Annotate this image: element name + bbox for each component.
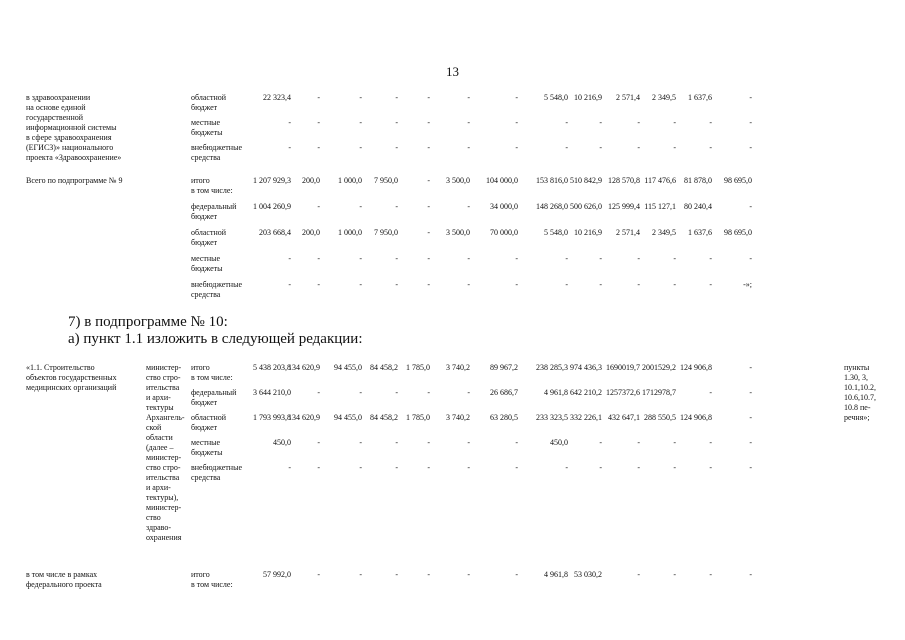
executor-line: (далее – (146, 443, 174, 452)
funding-source-label: в том числе: (191, 580, 233, 589)
funding-source-label: федеральный (191, 388, 237, 397)
amount-cell: - (427, 202, 430, 211)
amount-cell: - (288, 118, 291, 127)
amount-cell: 1 785,0 (406, 363, 430, 372)
amount-cell: 974 436,3 (570, 363, 602, 372)
amount-cell: 1 000,0 (338, 228, 362, 237)
amount-cell: - (599, 118, 602, 127)
amount-cell: - (709, 463, 712, 472)
amount-cell: 26 686,7 (490, 388, 518, 397)
amount-cell: 2 571,4 (616, 93, 640, 102)
amount-cell: - (395, 118, 398, 127)
executor-line: и архи- (146, 393, 171, 402)
row-label-line: в здравоохранении (26, 93, 91, 102)
amount-cell: - (427, 438, 430, 447)
amount-cell: - (395, 202, 398, 211)
row-label-line: в сфере здравоохранения (26, 133, 112, 142)
executor-line: ство стро- (146, 463, 181, 472)
amount-cell: 57 992,0 (263, 570, 291, 579)
funding-source-label: внебюджетные (191, 143, 242, 152)
row-label-line: на основе единой (26, 103, 86, 112)
amount-cell: 1690019,7 (606, 363, 640, 372)
executor-line: министер- (146, 503, 182, 512)
amount-cell: - (395, 143, 398, 152)
amount-cell: - (637, 254, 640, 263)
amount-cell: 124 906,8 (680, 413, 712, 422)
amount-cell: 148 268,0 (536, 202, 568, 211)
amount-cell: - (359, 570, 362, 579)
amount-cell: 124 906,8 (680, 363, 712, 372)
amount-cell: 80 240,4 (684, 202, 712, 211)
amount-cell: - (749, 388, 752, 397)
amount-cell: 233 323,5 (536, 413, 568, 422)
amount-cell: 84 458,2 (370, 363, 398, 372)
amount-cell: 2 571,4 (616, 228, 640, 237)
funding-source-label: итого (191, 176, 210, 185)
funding-source-label: бюджет (191, 238, 218, 247)
amount-cell: 5 438 203,8 (253, 363, 291, 372)
amount-cell: - (599, 463, 602, 472)
amount-cell: - (427, 388, 430, 397)
funding-source-label: бюджеты (191, 128, 223, 137)
amount-cell: 1 637,6 (688, 228, 712, 237)
amount-cell: 84 458,2 (370, 413, 398, 422)
amount-cell: - (359, 280, 362, 289)
note-line: пункты (844, 363, 870, 372)
amount-cell: - (395, 93, 398, 102)
section-subheading: а) пункт 1.1 изложить в следующей редакции: (68, 331, 363, 347)
amount-cell: 10 216,9 (574, 93, 602, 102)
executor-line: тектуры (146, 403, 174, 412)
amount-cell: 98 695,0 (724, 176, 752, 185)
amount-cell: 288 550,5 (644, 413, 676, 422)
note-line: 10.1,10.2, (844, 383, 876, 392)
amount-cell: 432 647,1 (608, 413, 640, 422)
fed-project-label-line: федерального проекта (26, 580, 102, 589)
amount-cell: 2 349,5 (652, 228, 676, 237)
amount-cell: - (317, 280, 320, 289)
amount-cell: 5 548,0 (544, 93, 568, 102)
funding-source-label: бюджет (191, 398, 218, 407)
funding-source-label: бюджеты (191, 264, 223, 273)
amount-cell: 1 207 929,3 (253, 176, 291, 185)
amount-cell: 4 961,8 (544, 388, 568, 397)
amount-cell: - (749, 570, 752, 579)
amount-cell: - (359, 463, 362, 472)
amount-cell: 510 842,9 (570, 176, 602, 185)
executor-line: министер- (146, 363, 182, 372)
amount-cell: 238 285,3 (536, 363, 568, 372)
amount-cell: - (317, 254, 320, 263)
amount-cell: 332 226,1 (570, 413, 602, 422)
amount-cell: - (599, 254, 602, 263)
amount-cell: - (515, 280, 518, 289)
executor-line: области (146, 433, 173, 442)
amount-cell: 134 620,9 (288, 363, 320, 372)
amount-cell: - (467, 118, 470, 127)
amount-cell: 94 455,0 (334, 413, 362, 422)
amount-cell: 104 000,0 (486, 176, 518, 185)
funding-source-label: местные (191, 438, 221, 447)
amount-cell: - (515, 254, 518, 263)
amount-cell: 34 000,0 (490, 202, 518, 211)
amount-cell: - (637, 438, 640, 447)
amount-cell: - (565, 280, 568, 289)
section-heading: 7) в подпрограмме № 10: (68, 314, 228, 330)
executor-line: министер- (146, 453, 182, 462)
amount-cell: - (709, 118, 712, 127)
amount-cell: - (395, 280, 398, 289)
amount-cell: 642 210,2 (570, 388, 602, 397)
funding-source-label: бюджеты (191, 448, 223, 457)
amount-cell: - (427, 118, 430, 127)
amount-cell: - (749, 143, 752, 152)
amount-cell: 1 793 993,8 (253, 413, 291, 422)
amount-cell: 1 000,0 (338, 176, 362, 185)
amount-cell: 200,0 (302, 176, 320, 185)
amount-cell: - (515, 143, 518, 152)
funding-source-label: итого (191, 570, 210, 579)
amount-cell: - (317, 388, 320, 397)
funding-source-label: средства (191, 153, 221, 162)
funding-source-label: в том числе: (191, 186, 233, 195)
amount-cell: - (709, 143, 712, 152)
funding-source-label: областной (191, 93, 227, 102)
amount-cell: - (395, 438, 398, 447)
amount-cell: 81 878,0 (684, 176, 712, 185)
amount-cell: 94 455,0 (334, 363, 362, 372)
amount-cell: 200,0 (302, 228, 320, 237)
amount-cell: - (467, 93, 470, 102)
amount-cell: - (673, 254, 676, 263)
amount-cell: - (288, 254, 291, 263)
amount-cell: 1257372,6 (606, 388, 640, 397)
amount-cell: 3 740,2 (446, 363, 470, 372)
amount-cell: 1 785,0 (406, 413, 430, 422)
amount-cell: - (673, 118, 676, 127)
amount-cell: - (467, 388, 470, 397)
executor-line: ство (146, 513, 161, 522)
amount-cell: - (467, 438, 470, 447)
funding-source-label: бюджет (191, 423, 218, 432)
amount-cell: - (395, 570, 398, 579)
note-line: 10.6,10.7, (844, 393, 876, 402)
executor-line: здраво- (146, 523, 172, 532)
amount-cell: - (359, 438, 362, 447)
funding-source-label: средства (191, 290, 221, 299)
funding-source-label: в том числе: (191, 373, 233, 382)
amount-cell: - (637, 143, 640, 152)
amount-cell: - (599, 438, 602, 447)
amount-cell: - (427, 280, 430, 289)
amount-cell: - (709, 570, 712, 579)
amount-cell: - (565, 143, 568, 152)
amount-cell: - (709, 388, 712, 397)
amount-cell: - (515, 570, 518, 579)
funding-source-label: внебюджетные (191, 463, 242, 472)
amount-cell: - (359, 143, 362, 152)
funding-source-label: областной (191, 413, 227, 422)
funding-source-label: областной (191, 228, 227, 237)
row-label-line: информационной системы (26, 123, 117, 132)
amount-cell: - (749, 254, 752, 263)
amount-cell: 2 349,5 (652, 93, 676, 102)
amount-cell: - (467, 254, 470, 263)
amount-cell: - (637, 463, 640, 472)
amount-cell: - (359, 254, 362, 263)
amount-cell: 450,0 (273, 438, 291, 447)
amount-cell: - (467, 463, 470, 472)
amount-cell: - (565, 463, 568, 472)
amount-cell: 5 548,0 (544, 228, 568, 237)
amount-cell: - (749, 363, 752, 372)
row-label-line: (ЕГИСЗ)» национального (26, 143, 114, 152)
amount-cell: - (749, 202, 752, 211)
amount-cell: - (673, 463, 676, 472)
amount-cell: - (749, 118, 752, 127)
amount-cell: - (317, 202, 320, 211)
funding-source-label: местные (191, 118, 221, 127)
amount-cell: 3 740,2 (446, 413, 470, 422)
funding-source-label: федеральный (191, 202, 237, 211)
amount-cell: - (427, 143, 430, 152)
amount-cell: - (637, 570, 640, 579)
executor-line: охранения (146, 533, 182, 542)
executor-line: ской (146, 423, 162, 432)
amount-cell: 450,0 (550, 438, 568, 447)
note-line: 1.30, 3, (844, 373, 868, 382)
amount-cell: - (709, 280, 712, 289)
amount-cell: - (467, 570, 470, 579)
amount-cell: - (317, 143, 320, 152)
amount-cell: - (427, 93, 430, 102)
note-line: 10.8 пе- (844, 403, 871, 412)
amount-cell: 7 950,0 (374, 176, 398, 185)
amount-cell: - (317, 93, 320, 102)
amount-cell: 63 280,5 (490, 413, 518, 422)
amount-cell: - (749, 413, 752, 422)
page-number: 13 (446, 64, 459, 79)
amount-cell: 3 500,0 (446, 228, 470, 237)
item-label-line: «1.1. Строительство (26, 363, 95, 372)
funding-source-label: средства (191, 473, 221, 482)
amount-cell: - (565, 118, 568, 127)
amount-cell: - (709, 438, 712, 447)
amount-cell: 203 668,4 (259, 228, 291, 237)
note-line: речня»; (844, 413, 870, 422)
executor-line: тектуры), (146, 493, 179, 502)
executor-line: Архангель- (146, 413, 185, 422)
funding-source-label: бюджет (191, 212, 218, 221)
amount-cell: - (749, 93, 752, 102)
amount-cell: - (288, 280, 291, 289)
row-label-line: проекта «Здравоохранение» (26, 153, 122, 162)
amount-cell: - (467, 280, 470, 289)
amount-cell: - (317, 570, 320, 579)
amount-cell: - (395, 254, 398, 263)
amount-cell: 117 476,6 (644, 176, 676, 185)
amount-cell: 128 570,8 (608, 176, 640, 185)
amount-cell: 89 967,2 (490, 363, 518, 372)
item-label-line: объектов государственных (26, 373, 117, 382)
amount-cell: - (317, 438, 320, 447)
amount-cell: - (359, 388, 362, 397)
amount-cell: - (749, 438, 752, 447)
amount-cell: 10 216,9 (574, 228, 602, 237)
funding-source-label: итого (191, 363, 210, 372)
amount-cell: - (749, 463, 752, 472)
amount-cell: 134 620,9 (288, 413, 320, 422)
executor-line: и архи- (146, 483, 171, 492)
amount-cell: - (515, 93, 518, 102)
amount-cell: - (673, 143, 676, 152)
amount-cell: 7 950,0 (374, 228, 398, 237)
amount-cell: -»; (743, 280, 752, 289)
amount-cell: - (395, 463, 398, 472)
amount-cell: - (709, 254, 712, 263)
amount-cell: 3 644 210,0 (253, 388, 291, 397)
amount-cell: 98 695,0 (724, 228, 752, 237)
amount-cell: - (427, 228, 430, 237)
amount-cell: 3 500,0 (446, 176, 470, 185)
amount-cell: - (427, 176, 430, 185)
amount-cell: - (637, 118, 640, 127)
amount-cell: - (359, 93, 362, 102)
executor-line: ство стро- (146, 373, 181, 382)
amount-cell: - (288, 143, 291, 152)
amount-cell: 1712978,7 (642, 388, 676, 397)
amount-cell: - (673, 438, 676, 447)
amount-cell: - (427, 570, 430, 579)
funding-source-label: внебюджетные (191, 280, 242, 289)
fed-project-label-line: в том числе в рамках (26, 570, 98, 579)
amount-cell: - (359, 202, 362, 211)
funding-source-label: местные (191, 254, 221, 263)
funding-source-label: бюджет (191, 103, 218, 112)
amount-cell: - (427, 463, 430, 472)
amount-cell: 125 999,4 (608, 202, 640, 211)
amount-cell: 1 004 260,9 (253, 202, 291, 211)
amount-cell: - (565, 254, 568, 263)
amount-cell: - (427, 254, 430, 263)
executor-line: ительства (146, 473, 180, 482)
amount-cell: - (395, 388, 398, 397)
amount-cell: - (359, 118, 362, 127)
amount-cell: - (599, 143, 602, 152)
executor-line: ительства (146, 383, 180, 392)
amount-cell: - (288, 463, 291, 472)
subtotal-label: Всего по подпрограмме № 9 (26, 176, 123, 185)
amount-cell: - (673, 570, 676, 579)
amount-cell: - (637, 280, 640, 289)
amount-cell: - (673, 280, 676, 289)
amount-cell: - (515, 118, 518, 127)
amount-cell: - (599, 280, 602, 289)
amount-cell: 4 961,8 (544, 570, 568, 579)
amount-cell: 2001529,2 (642, 363, 676, 372)
amount-cell: 22 323,4 (263, 93, 291, 102)
amount-cell: - (317, 463, 320, 472)
row-label-line: государственной (26, 113, 84, 122)
amount-cell: 500 626,0 (570, 202, 602, 211)
amount-cell: 115 127,1 (644, 202, 676, 211)
amount-cell: - (317, 118, 320, 127)
amount-cell: - (467, 202, 470, 211)
amount-cell: - (515, 438, 518, 447)
amount-cell: 1 637,6 (688, 93, 712, 102)
amount-cell: 53 030,2 (574, 570, 602, 579)
amount-cell: 153 816,0 (536, 176, 568, 185)
amount-cell: - (515, 463, 518, 472)
amount-cell: - (467, 143, 470, 152)
amount-cell: 70 000,0 (490, 228, 518, 237)
item-label-line: медицинских организаций (26, 383, 117, 392)
